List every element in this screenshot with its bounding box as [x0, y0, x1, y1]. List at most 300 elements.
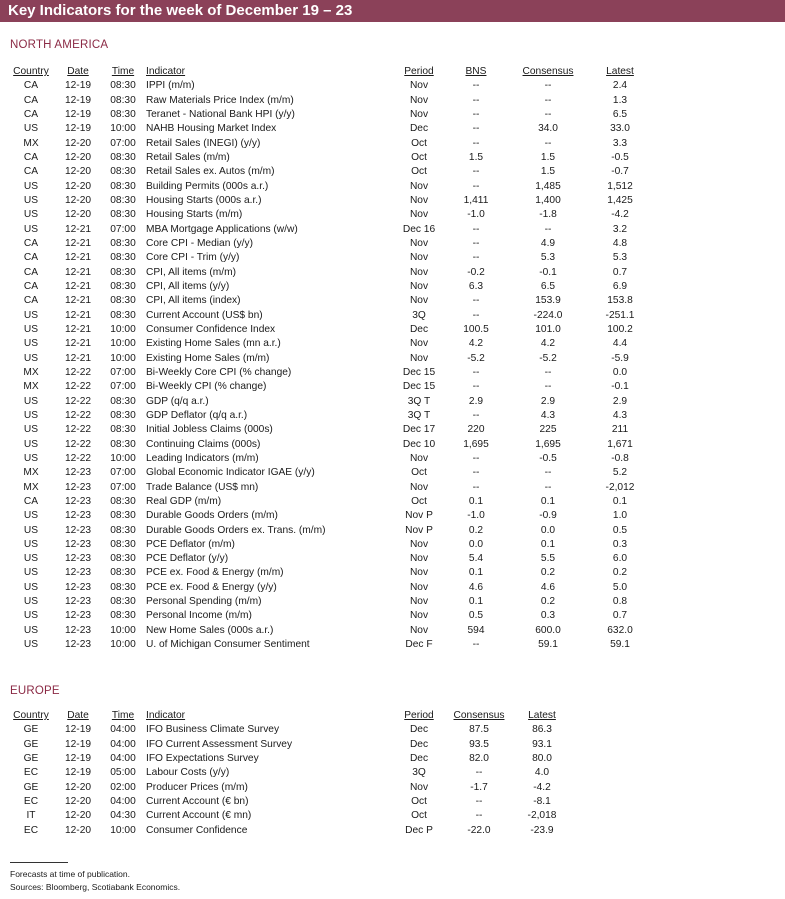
cell-country: EC [23, 767, 39, 779]
cell-indicator: Retail Sales (INEGI) (y/y) [146, 137, 261, 149]
cell-indicator: Durable Goods Orders (m/m) [146, 510, 278, 522]
cell-date: 12-23 [64, 538, 92, 550]
cell-time: 08:30 [110, 209, 136, 221]
cell-latest: -0.5 [611, 151, 629, 163]
cell-period: Nov [409, 280, 429, 292]
table-row [8, 122, 648, 136]
cell-consensus: -22.0 [467, 824, 491, 836]
cell-consensus: -- [544, 137, 552, 149]
cell-country: EC [23, 795, 39, 807]
cell-latest: -0.7 [611, 166, 629, 178]
cell-period: Dec 17 [402, 424, 436, 436]
cell-latest: -23.9 [530, 824, 554, 836]
cell-date: 12-23 [64, 495, 92, 507]
header-indicator: Indicator [146, 710, 186, 721]
cell-indicator: PCE ex. Food & Energy (y/y) [146, 581, 277, 593]
cell-time: 08:30 [110, 567, 136, 579]
cell-country: US [23, 596, 39, 608]
table-row [8, 309, 648, 323]
table-row [8, 337, 648, 351]
cell-latest: 4.4 [612, 338, 628, 350]
table-header-row [8, 65, 648, 79]
cell-time: 10:00 [110, 352, 136, 364]
cell-date: 12-19 [64, 752, 92, 764]
cell-consensus: -- [544, 223, 552, 235]
cell-consensus: 0.2 [540, 567, 556, 579]
cell-consensus: -- [544, 467, 552, 479]
table-row [8, 395, 648, 409]
cell-period: Nov [409, 581, 429, 593]
cell-country: US [23, 352, 39, 364]
cell-bns: -5.2 [467, 352, 485, 364]
cell-bns: 6.3 [468, 280, 484, 292]
cell-date: 12-21 [64, 309, 92, 321]
cell-country: MX [23, 366, 39, 378]
cell-time: 08:30 [110, 510, 136, 522]
table-row [8, 366, 648, 380]
cell-indicator: Building Permits (000s a.r.) [146, 180, 269, 192]
cell-time: 07:00 [110, 223, 136, 235]
cell-bns: -- [472, 381, 480, 393]
cell-bns: -- [472, 166, 480, 178]
cell-time: 08:30 [110, 80, 136, 92]
cell-indicator: Consumer Confidence [146, 824, 248, 836]
table-row [8, 251, 648, 265]
table-header-row [8, 709, 574, 723]
cell-date: 12-19 [64, 108, 92, 120]
cell-consensus: -- [475, 767, 483, 779]
cell-bns: -1.0 [467, 209, 485, 221]
cell-consensus: 59.1 [538, 639, 558, 651]
cell-indicator: Housing Starts (m/m) [146, 209, 243, 221]
cell-consensus: -- [475, 795, 483, 807]
cell-latest: -0.1 [611, 381, 629, 393]
header-period: Period [404, 710, 434, 721]
table-row [8, 79, 648, 93]
cell-latest: -2,012 [605, 481, 635, 493]
cell-time: 05:00 [110, 767, 136, 779]
cell-consensus: 87.5 [469, 724, 489, 736]
cell-indicator: Current Account (€ mn) [146, 810, 252, 822]
cell-time: 08:30 [110, 424, 136, 436]
cell-consensus: 0.1 [540, 538, 556, 550]
cell-country: US [23, 209, 39, 221]
cell-period: Dec 15 [402, 366, 436, 378]
cell-indicator: IFO Expectations Survey [146, 752, 259, 764]
cell-indicator: Current Account (€ bn) [146, 795, 249, 807]
cell-period: Nov [409, 538, 429, 550]
cell-country: MX [23, 467, 39, 479]
cell-bns: 0.5 [468, 610, 484, 622]
cell-consensus: 34.0 [538, 123, 558, 135]
cell-consensus: 4.6 [540, 581, 556, 593]
cell-date: 12-22 [64, 366, 92, 378]
cell-bns: -- [472, 237, 480, 249]
cell-time: 08:30 [110, 108, 136, 120]
cell-consensus: 225 [539, 424, 557, 436]
cell-time: 08:30 [110, 409, 136, 421]
cell-latest: -0.8 [611, 452, 629, 464]
cell-date: 12-19 [64, 80, 92, 92]
cell-consensus: 0.0 [540, 524, 556, 536]
cell-date: 12-22 [64, 424, 92, 436]
cell-time: 08:30 [110, 94, 136, 106]
cell-bns: -- [472, 108, 480, 120]
cell-period: Oct [411, 151, 427, 163]
cell-period: Oct [411, 467, 427, 479]
table-row [8, 824, 574, 838]
cell-country: US [23, 424, 39, 436]
cell-period: Oct [411, 495, 427, 507]
table-row [8, 723, 574, 737]
cell-consensus: -1.7 [470, 781, 488, 793]
cell-period: Nov [409, 80, 429, 92]
cell-time: 04:30 [110, 810, 136, 822]
table-row [8, 194, 648, 208]
cell-latest: 1.0 [612, 510, 628, 522]
cell-latest: 0.5 [612, 524, 628, 536]
cell-country: US [23, 323, 39, 335]
cell-date: 12-22 [64, 438, 92, 450]
cell-country: GE [23, 752, 39, 764]
cell-consensus: -- [544, 80, 552, 92]
cell-period: Nov [409, 180, 429, 192]
cell-date: 12-20 [64, 824, 92, 836]
cell-latest: 3.2 [612, 223, 628, 235]
cell-consensus: 93.5 [469, 738, 489, 750]
cell-bns: 0.1 [468, 495, 484, 507]
table-row [8, 481, 648, 495]
cell-time: 08:30 [110, 538, 136, 550]
cell-consensus: 6.5 [540, 280, 556, 292]
cell-period: Nov [409, 567, 429, 579]
cell-country: US [23, 567, 39, 579]
cell-period: Dec [409, 738, 429, 750]
cell-consensus: -0.5 [539, 452, 557, 464]
table-row [8, 208, 648, 222]
cell-indicator: Current Account (US$ bn) [146, 309, 263, 321]
cell-country: CA [23, 495, 39, 507]
table-row [8, 738, 574, 752]
cell-bns: 5.4 [468, 553, 484, 565]
cell-bns: -- [472, 123, 480, 135]
cell-time: 10:00 [110, 338, 136, 350]
cell-indicator: Housing Starts (000s a.r.) [146, 194, 262, 206]
cell-latest: -2,018 [527, 810, 557, 822]
cell-bns: 0.2 [468, 524, 484, 536]
cell-indicator: Durable Goods Orders ex. Trans. (m/m) [146, 524, 326, 536]
cell-bns: -- [472, 481, 480, 493]
cell-country: CA [23, 94, 39, 106]
cell-latest: -4.2 [611, 209, 629, 221]
cell-date: 12-20 [64, 194, 92, 206]
cell-period: Nov [409, 338, 429, 350]
cell-consensus: 4.3 [540, 409, 556, 421]
table-row [8, 809, 574, 823]
cell-date: 12-23 [64, 610, 92, 622]
cell-indicator: IPPI (m/m) [146, 80, 195, 92]
cell-country: US [23, 194, 39, 206]
header-consensus: Consensus [522, 66, 574, 77]
cell-time: 08:30 [110, 151, 136, 163]
cell-time: 08:30 [110, 237, 136, 249]
cell-bns: -- [472, 452, 480, 464]
cell-latest: 0.7 [612, 610, 628, 622]
cell-time: 10:00 [110, 639, 136, 651]
cell-time: 08:30 [110, 180, 136, 192]
cell-indicator: CPI, All items (m/m) [146, 266, 236, 278]
table-row [8, 624, 648, 638]
cell-date: 12-19 [64, 123, 92, 135]
cell-country: CA [23, 280, 39, 292]
cell-date: 12-23 [64, 524, 92, 536]
cell-latest: 632.0 [607, 624, 633, 636]
cell-latest: 5.2 [612, 467, 628, 479]
cell-latest: 1,671 [607, 438, 633, 450]
cell-latest: 6.9 [612, 280, 628, 292]
cell-time: 08:30 [110, 553, 136, 565]
header-date: Date [67, 66, 89, 77]
table-row [8, 595, 648, 609]
cell-period: 3Q T [407, 395, 431, 407]
cell-bns: -- [472, 467, 480, 479]
cell-date: 12-20 [64, 781, 92, 793]
header-latest: Latest [528, 710, 556, 721]
cell-latest: 59.1 [610, 639, 630, 651]
cell-latest: 211 [611, 424, 629, 436]
cell-country: US [23, 624, 39, 636]
cell-date: 12-23 [64, 567, 92, 579]
cell-indicator: CPI, All items (index) [146, 295, 241, 307]
cell-time: 08:30 [110, 194, 136, 206]
cell-country: US [23, 180, 39, 192]
cell-time: 10:00 [110, 824, 136, 836]
header-consensus: Consensus [453, 710, 505, 721]
page-banner: Key Indicators for the week of December 19 – 23 [0, 0, 785, 22]
cell-consensus: -- [544, 94, 552, 106]
cell-latest: 80.0 [532, 752, 552, 764]
cell-bns: 0.1 [468, 567, 484, 579]
table-row [8, 638, 648, 652]
cell-bns: -- [472, 80, 480, 92]
cell-bns: 0.0 [468, 538, 484, 550]
cell-period: Nov [409, 94, 429, 106]
cell-date: 12-21 [64, 280, 92, 292]
cell-date: 12-20 [64, 810, 92, 822]
cell-consensus: -224.0 [533, 309, 563, 321]
cell-indicator: NAHB Housing Market Index [146, 123, 277, 135]
cell-period: Nov [409, 252, 429, 264]
cell-latest: -251.1 [605, 309, 635, 321]
cell-time: 08:30 [110, 495, 136, 507]
cell-indicator: PCE Deflator (m/m) [146, 538, 235, 550]
europe-title: EUROPE [10, 685, 60, 697]
cell-indicator: Retail Sales (m/m) [146, 151, 230, 163]
cell-period: Oct [411, 166, 427, 178]
cell-date: 12-23 [64, 467, 92, 479]
cell-consensus: 600.0 [535, 624, 561, 636]
cell-consensus: -- [544, 481, 552, 493]
europe-table [8, 709, 574, 838]
cell-latest: 6.5 [612, 108, 628, 120]
cell-date: 12-21 [64, 338, 92, 350]
cell-country: US [23, 553, 39, 565]
cell-time: 07:00 [110, 467, 136, 479]
cell-consensus: -0.1 [539, 266, 557, 278]
cell-period: Nov [409, 352, 429, 364]
cell-period: Dec P [405, 824, 433, 836]
cell-time: 08:30 [110, 610, 136, 622]
cell-time: 10:00 [110, 323, 136, 335]
cell-country: GE [23, 724, 39, 736]
cell-period: Dec [409, 323, 429, 335]
cell-latest: -4.2 [533, 781, 551, 793]
cell-period: Nov [409, 266, 429, 278]
cell-consensus: -- [544, 366, 552, 378]
cell-period: Nov [409, 610, 429, 622]
cell-consensus: 4.2 [540, 338, 556, 350]
cell-country: US [23, 581, 39, 593]
cell-time: 04:00 [110, 752, 136, 764]
cell-consensus: 1.5 [540, 166, 556, 178]
cell-country: US [23, 452, 39, 464]
cell-date: 12-21 [64, 266, 92, 278]
cell-bns: 2.9 [468, 395, 484, 407]
cell-country: US [23, 338, 39, 350]
table-row [8, 409, 648, 423]
cell-date: 12-23 [64, 553, 92, 565]
cell-latest: 1,512 [607, 180, 633, 192]
cell-consensus: 0.3 [540, 610, 556, 622]
cell-time: 02:00 [110, 781, 136, 793]
cell-country: MX [23, 481, 39, 493]
cell-date: 12-20 [64, 180, 92, 192]
cell-country: GE [23, 738, 39, 750]
cell-latest: 93.1 [532, 738, 552, 750]
cell-country: EC [23, 824, 39, 836]
table-row [8, 294, 648, 308]
table-row [8, 151, 648, 165]
cell-period: Nov [409, 108, 429, 120]
cell-consensus: 0.2 [540, 596, 556, 608]
cell-country: US [23, 409, 39, 421]
cell-time: 10:00 [110, 123, 136, 135]
table-row [8, 795, 574, 809]
cell-country: US [23, 510, 39, 522]
cell-date: 12-22 [64, 395, 92, 407]
cell-consensus: -- [475, 810, 483, 822]
cell-bns: -- [472, 94, 480, 106]
cell-bns: 4.2 [468, 338, 484, 350]
cell-indicator: Continuing Claims (000s) [146, 438, 261, 450]
cell-consensus: 5.3 [540, 252, 556, 264]
cell-indicator: Existing Home Sales (m/m) [146, 352, 270, 364]
cell-time: 07:00 [110, 381, 136, 393]
cell-latest: 1,425 [607, 194, 633, 206]
cell-indicator: New Home Sales (000s a.r.) [146, 624, 274, 636]
cell-period: Nov [409, 237, 429, 249]
cell-consensus: -5.2 [539, 352, 557, 364]
cell-indicator: Global Economic Indicator IGAE (y/y) [146, 467, 315, 479]
cell-consensus: 1,695 [535, 438, 561, 450]
cell-latest: 153.8 [607, 295, 633, 307]
cell-consensus: 1,485 [535, 180, 561, 192]
cell-time: 04:00 [110, 724, 136, 736]
cell-time: 10:00 [110, 452, 136, 464]
cell-date: 12-22 [64, 452, 92, 464]
table-row [8, 752, 574, 766]
cell-indicator: Personal Income (m/m) [146, 610, 252, 622]
footnote-forecasts: Forecasts at time of publication. [10, 869, 131, 879]
cell-time: 04:00 [110, 795, 136, 807]
cell-consensus: 4.9 [540, 237, 556, 249]
cell-bns: -- [472, 137, 480, 149]
cell-indicator: Producer Prices (m/m) [146, 781, 248, 793]
cell-latest: 0.3 [612, 538, 628, 550]
cell-latest: 86.3 [532, 724, 552, 736]
cell-period: Dec 15 [402, 381, 436, 393]
cell-latest: 6.0 [612, 553, 628, 565]
cell-country: US [23, 438, 39, 450]
table-row [8, 280, 648, 294]
cell-indicator: Raw Materials Price Index (m/m) [146, 94, 294, 106]
cell-consensus: -- [544, 108, 552, 120]
table-row [8, 380, 648, 394]
table-row [8, 452, 648, 466]
cell-country: US [23, 538, 39, 550]
cell-date: 12-23 [64, 581, 92, 593]
cell-indicator: Leading Indicators (m/m) [146, 452, 259, 464]
cell-indicator: Bi-Weekly Core CPI (% change) [146, 366, 292, 378]
cell-consensus: 2.9 [540, 395, 556, 407]
cell-latest: 0.2 [612, 567, 628, 579]
header-time: Time [111, 710, 135, 721]
cell-time: 08:30 [110, 524, 136, 536]
footnote-divider [10, 862, 68, 863]
cell-bns: 1.5 [468, 151, 484, 163]
header-latest: Latest [606, 66, 634, 77]
cell-consensus: 153.9 [535, 295, 561, 307]
cell-time: 08:30 [110, 280, 136, 292]
cell-indicator: PCE ex. Food & Energy (m/m) [146, 567, 284, 579]
cell-time: 08:30 [110, 166, 136, 178]
cell-consensus: 1,400 [535, 194, 561, 206]
cell-bns: 100.5 [463, 323, 489, 335]
cell-indicator: Initial Jobless Claims (000s) [146, 424, 273, 436]
cell-period: Nov P [405, 524, 433, 536]
cell-bns: 1,695 [463, 438, 489, 450]
cell-latest: 33.0 [610, 123, 630, 135]
cell-date: 12-21 [64, 237, 92, 249]
cell-period: Nov [409, 624, 429, 636]
table-row [8, 108, 648, 122]
cell-country: MX [23, 381, 39, 393]
table-row [8, 423, 648, 437]
cell-period: Nov [409, 553, 429, 565]
cell-time: 08:30 [110, 596, 136, 608]
cell-time: 08:30 [110, 266, 136, 278]
cell-latest: 0.8 [612, 596, 628, 608]
table-row [8, 538, 648, 552]
cell-latest: 5.3 [612, 252, 628, 264]
cell-bns: 0.1 [468, 596, 484, 608]
cell-date: 12-23 [64, 481, 92, 493]
cell-bns: 220 [467, 424, 485, 436]
cell-indicator: Real GDP (m/m) [146, 495, 222, 507]
cell-date: 12-21 [64, 295, 92, 307]
cell-latest: 2.4 [612, 80, 628, 92]
cell-bns: -- [472, 180, 480, 192]
